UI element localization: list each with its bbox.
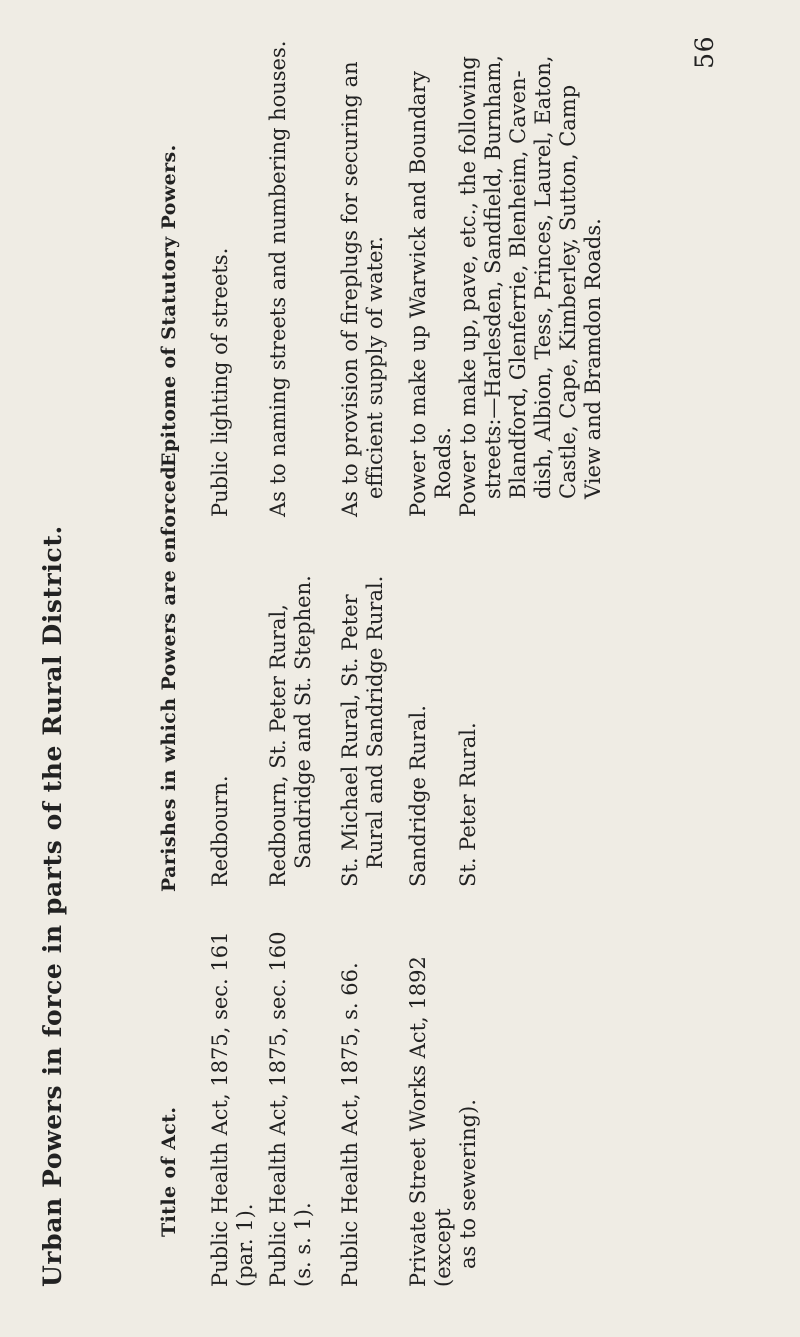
parish-cell bbox=[338, 507, 388, 887]
epitome-text: Power to make up, pave, etc., the following bbox=[456, 56, 480, 517]
act-text: as to sewering). bbox=[456, 1099, 480, 1269]
parish-text: Rural and Sandridge Rural. bbox=[363, 575, 387, 869]
epitome-text: Blandford, Glenferrie, Blenheim, Caven- bbox=[506, 70, 530, 499]
parish-cell bbox=[266, 507, 316, 887]
act-text: Private Street Works Act, 1892 (except bbox=[406, 956, 455, 1287]
act-cell bbox=[266, 907, 316, 1287]
epitome-text: dish, Albion, Tess, Princes, Laurel, Eaton, bbox=[531, 55, 555, 499]
epitome-text: View and Bramdon Roads. bbox=[581, 218, 605, 499]
epitome-text: Castle, Cape, Kimberley, Sutton, Camp bbox=[556, 84, 580, 499]
parish-cell bbox=[208, 507, 233, 887]
parish-text: Sandridge Rural. bbox=[406, 705, 430, 887]
epitome-cell bbox=[208, 17, 233, 517]
epitome-text: Power to make up Warwick and Boundary bbox=[406, 70, 430, 517]
parish-text bbox=[431, 507, 456, 887]
parish-text: St. Peter Rural. bbox=[456, 722, 480, 887]
epitome-cell bbox=[406, 17, 606, 517]
header-parishes: Parishes in which Powers are enforced. bbox=[158, 458, 180, 892]
epitome-text: Roads. bbox=[431, 427, 455, 499]
epitome-text: efficient supply of water. bbox=[363, 236, 387, 499]
parish-cell bbox=[406, 507, 481, 887]
epitome-text: streets:—Harlesden, Sandfield, Burnham, bbox=[481, 55, 505, 499]
parish-text: St. Michael Rural, St. Peter bbox=[338, 594, 362, 887]
parish-text: Redbourn, St. Peter Rural, bbox=[266, 604, 290, 887]
header-title-of-act: Title of Act. bbox=[158, 1106, 180, 1237]
epitome-cell bbox=[338, 17, 388, 517]
act-text: Public Health Act, 1875, sec. 161 (par. 1). bbox=[208, 931, 257, 1287]
parish-text: Sandridge and St. Stephen. bbox=[291, 575, 315, 869]
page-title: Urban Powers in force in parts of the Rural District. bbox=[38, 525, 67, 1287]
epitome-text: Public lighting of streets. bbox=[208, 247, 232, 517]
epitome-cell bbox=[266, 17, 291, 517]
act-cell bbox=[406, 907, 481, 1287]
page-number: 56 bbox=[690, 36, 719, 69]
parish-text: Redbourn. bbox=[208, 775, 232, 887]
header-epitome: Epitome of Statutory Powers. bbox=[158, 144, 180, 467]
act-text: Public Health Act, 1875, sec. 160 (s. s. 1). bbox=[266, 931, 315, 1287]
epitome-text: As to provision of fireplugs for securing an bbox=[338, 61, 362, 517]
epitome-text: As to naming streets and numbering houses. bbox=[266, 40, 290, 517]
act-cell bbox=[208, 907, 258, 1287]
act-cell bbox=[338, 907, 363, 1287]
act-text: Public Health Act, 1875, s. 66. bbox=[338, 962, 362, 1287]
